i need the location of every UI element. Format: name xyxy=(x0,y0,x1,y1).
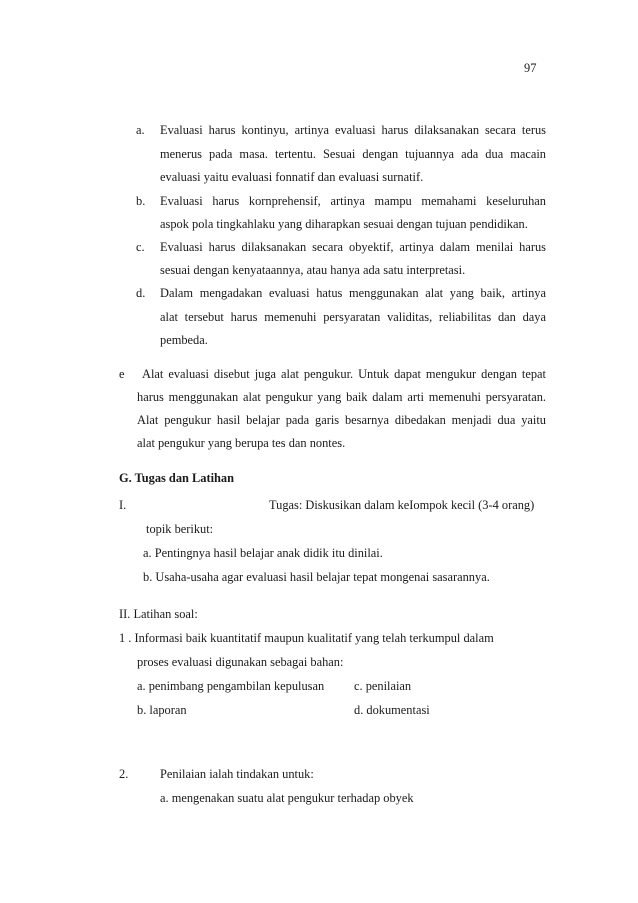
option-c: c. penilaian xyxy=(354,679,412,693)
paragraph-line: harus menggunakan alat pengukur yang baik dalam arti memenuhi persyaratan. xyxy=(137,390,546,404)
paragraph-marker: e xyxy=(119,367,125,381)
list-item-line: sesuai dengan kenyataannya, atau hanya ada satu interpretasi. xyxy=(160,263,466,277)
list-marker: b. xyxy=(136,194,146,208)
list-item-line: pembeda. xyxy=(160,333,208,347)
list-item-line: aspok pola tingkahlaku yang diharapkan sesuai dengan tujuan pendidikan. xyxy=(160,217,528,231)
list-item-line: evaluasi yaitu evaluasi fonnatif dan evaluasi surnatif. xyxy=(160,170,424,184)
question-2: Penilaian ialah tindakan untuk: xyxy=(160,767,314,781)
option-d: d. dokumentasi xyxy=(354,703,430,717)
task-text: Tugas: Diskusikan dalam keIompok kecil (3-4 orang) xyxy=(269,498,535,512)
task-marker: I. xyxy=(119,498,127,512)
paragraph-line: alat pengukur yang berupa tes dan nontes. xyxy=(137,436,346,450)
question-2-option-a: a. mengenakan suatu alat pengukur terhadap obyek xyxy=(160,791,414,805)
question-2-marker: 2. xyxy=(119,767,129,781)
option-a: a. penimbang pengambilan kepulusan xyxy=(137,679,325,693)
list-marker: d. xyxy=(136,286,146,300)
list-item-line: alat tersebut harus memenuhi persyaratan validitas, reliabilitas dan daya xyxy=(160,310,546,324)
option-b: b. laporan xyxy=(137,703,187,717)
section-heading: G. Tugas dan Latihan xyxy=(119,471,235,485)
list-item-line: menerus pada masa. tertentu. Sesuai dengan tujuannya ada dua macain xyxy=(160,147,546,161)
list-marker: a. xyxy=(136,123,145,137)
list-item-line: Evaluasi harus kontinyu, artinya evaluasi harus dilaksanakan secara terus xyxy=(160,123,546,137)
list-marker: c. xyxy=(136,240,145,254)
list-item-line: Evaluasi harus dilaksanakan secara obyektif, artinya dalam menilai harus xyxy=(160,240,546,254)
task-continuation: topik berikut: xyxy=(146,522,214,536)
list-item-line: Dalam mengadakan evaluasi hatus menggunakan alat yang baik, artinya xyxy=(160,286,546,300)
question-1-cont: proses evaluasi digunakan sebagai bahan: xyxy=(137,655,344,669)
task-item: a. Pentingnya hasil belajar anak didik itu dinilai. xyxy=(143,546,383,560)
paragraph-line: Alat pengukur hasil belajar pada garis besarnya dibedakan menjadi dua yaitu xyxy=(137,413,546,427)
paragraph-line: Alat evaluasi disebut juga alat pengukur. Untuk dapat mengukur dengan tepat xyxy=(142,367,546,381)
task-item: b. Usaha-usaha agar evaluasi hasil belajar tepat mongenai sasarannya. xyxy=(143,570,490,584)
list-item-line: Evaluasi harus kornprehensif, artinya mampu memahami keseluruhan xyxy=(160,194,546,208)
page-number: 97 xyxy=(524,61,537,75)
exercise-heading: II. Latihan soal: xyxy=(119,607,198,621)
question-1: 1 . Informasi baik kuantitatif maupun kualitatif yang telah terkumpul dalam xyxy=(119,631,494,645)
